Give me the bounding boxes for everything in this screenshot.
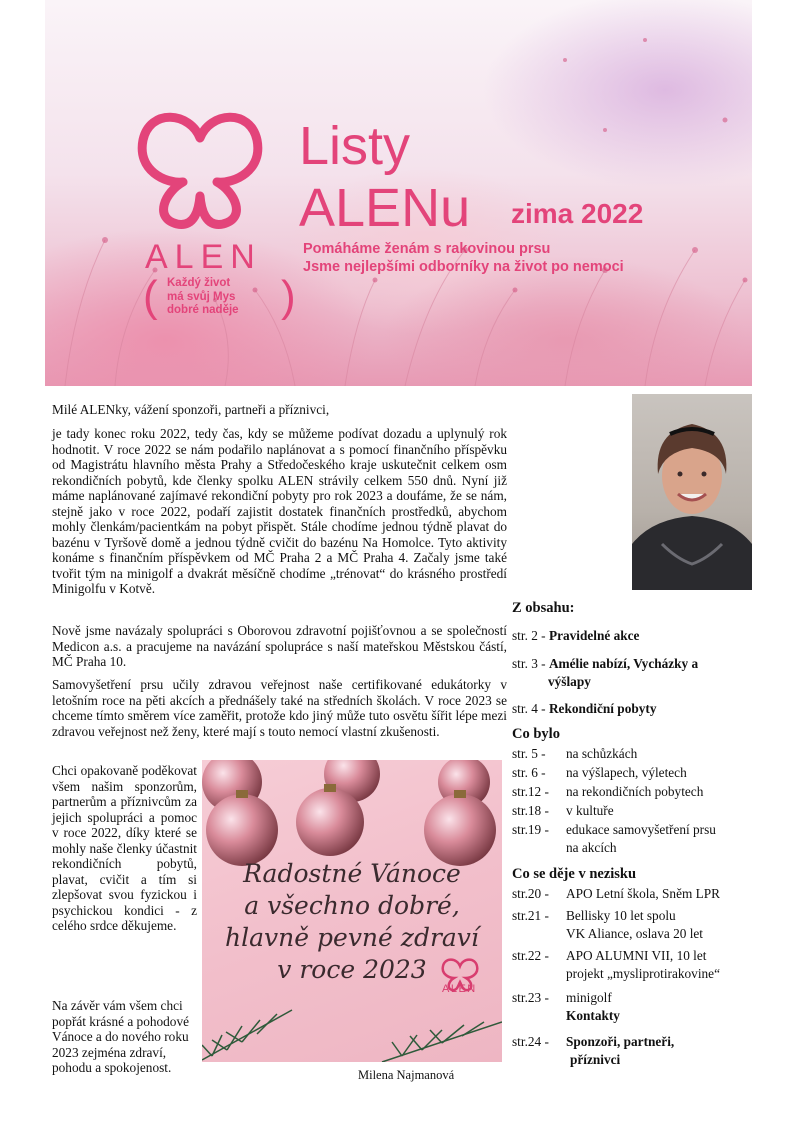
- card-brand: ALEN: [442, 983, 477, 995]
- author-photo: [632, 394, 752, 590]
- toc-item[interactable]: str.20 -: [512, 886, 549, 901]
- toc-item[interactable]: str. 2 - Pravidelné akce: [512, 628, 640, 643]
- toc-item[interactable]: str.21 -: [512, 908, 549, 923]
- toc-item-continuation: Kontakty: [566, 1008, 620, 1023]
- toc-item-title: Sponzoři, partneři,: [566, 1034, 675, 1049]
- toc-item-title: APO ALUMNI VII, 10 let: [566, 948, 707, 963]
- brand-motto: Každý život má svůj Mys dobré naděje: [167, 277, 239, 316]
- toc-item-title: Bellisky 10 let spolu: [566, 908, 676, 923]
- brand-name: ALEN: [145, 238, 262, 276]
- toc-section-heading: Co bylo: [512, 726, 560, 742]
- toc-item[interactable]: str.22 -: [512, 948, 549, 963]
- toc-item[interactable]: str. 3 - Amélie nabízí, Vycházky a: [512, 656, 699, 671]
- bracket-left: (: [143, 272, 158, 321]
- toc-item[interactable]: str. 6 -: [512, 765, 546, 780]
- toc-item[interactable]: str. 5 -: [512, 746, 546, 761]
- toc-item-title: v kultuře: [566, 803, 614, 818]
- alen-heart-logo-icon: [135, 100, 265, 230]
- letter-paragraph-3: Samovyšetření prsu učily zdravou veřejnost naše certifikované edukátorky v letošním roce na pěti akcích a přednášely také na středních školách. V roce 2023 se chceme tímto směrem více zaměřit, protože kdo jiný může tuto osvětu šířit lépe mezi zdravou veřejnost než ženy, které mají s touto nemocí vlastní zkušenosti.: [52, 677, 507, 739]
- toc-item-continuation: VK Aliance, oslava 20 let: [566, 926, 703, 941]
- title-line2: ALENu: [299, 178, 471, 238]
- letter-paragraph-2: Nově jsme navázaly spolupráci s Oborovou zdravotní pojišťovnou a se společností Medicon a.s. a pracujeme na navázání spolupráce s naší mateřskou Městskou částí, MČ Praha 10.: [52, 623, 507, 669]
- tagline: Pomáháme ženám s rakovinou prsu Jsme nejlepšími odborníky na život po nemoci: [303, 241, 624, 275]
- title-line1: Listy: [299, 116, 411, 176]
- letter-paragraph-5: Na závěr vám všem chci popřát krásné a pohodové Vánoce a do nového roku 2023 zejména zdraví, pohodu a spokojenost.: [52, 998, 189, 1075]
- toc-item-title: na schůzkách: [566, 746, 638, 761]
- toc-heading: Z obsahu:: [512, 600, 575, 616]
- toc-item-title: na rekondičních pobytech: [566, 784, 704, 799]
- toc-item-title: APO Letní škola, Sněm LPR: [566, 886, 721, 901]
- toc-item[interactable]: str.19 -: [512, 822, 549, 837]
- toc-item-title: minigolf: [566, 990, 612, 1005]
- toc-item[interactable]: str. 4 - Rekondiční pobyty: [512, 701, 657, 716]
- christmas-card: [202, 760, 502, 1062]
- toc-item[interactable]: str.23 -: [512, 990, 549, 1005]
- toc-item[interactable]: str.24 -: [512, 1034, 549, 1049]
- toc-item[interactable]: str.18 -: [512, 803, 549, 818]
- toc-item-title: edukace samovyšetření prsu: [566, 822, 716, 837]
- toc-item[interactable]: str.12 -: [512, 784, 549, 799]
- toc-section-heading: Co se děje v nezisku: [512, 866, 637, 882]
- toc-item-title: na výšlapech, výletech: [566, 765, 687, 780]
- greeting: Milé ALENky, vážení sponzoři, partneři a příznivci,: [52, 402, 330, 417]
- toc-item-continuation: výšlapy: [548, 674, 591, 689]
- card-greeting: Radostné Vánoce a všechno dobré, hlavně pevné zdraví v roce 2023: [225, 859, 479, 984]
- letter-paragraph-4: Chci opakovaně poděkovat všem našim sponzorům, partnerům a příznivcům za jejich spolupráci a pomoc v roce 2022, díky které se mohly naše členky účastnit rekondičních pobytů, plavat, cvičit a tím si zlepšovat svou fyzickou i psychickou kondici - z celého srdce děkujeme.: [52, 763, 197, 933]
- toc-item-continuation: na akcích: [566, 840, 617, 855]
- toc-item-continuation: příznivci: [570, 1052, 621, 1067]
- letter-paragraph-1: je tady konec roku 2022, tedy čas, kdy se můžeme podívat dozadu a uplynulý rok hodnotit. V roce 2022 se nám podařilo naplánovat a s pomocí finančního příspěvku od Magistrátu hlavního města Prahy a Středočeského kraje uskutečnit celkem osm rekondičních pobytů, kde členky spolku ALEN strávily celkem 550 dnů. Nyní již máme naplánované zajímavé rekondiční pobyty pro rok 2023 a doufáme, že se nám, stejně jako v roce 2022, podaří zajistit dostatek finančních prostředků, abychom mohly členkám/pacientkám na pobyt přispět. Stále chodíme jednou týdně plavat do bazénu v Tyršově domě a jednou týdně cvičit do bazénu Na Homolce. Tyto aktivity konáme s finančním příspěvkem od MČ Praha 2 a MČ Praha 4. Začaly jsme také tvořit tým na minigolf a dvakrát měsíčně chodíme „trénovat“ do krásného prostředí Minigolfu v Kotvě.: [52, 426, 507, 596]
- header-banner: [45, 0, 752, 386]
- signature: Milena Najmanová: [358, 1068, 455, 1082]
- toc-item-continuation: projekt „mysliprotirakovine“: [566, 966, 720, 981]
- bracket-right: ): [281, 272, 296, 321]
- issue-season: zima 2022: [511, 198, 644, 229]
